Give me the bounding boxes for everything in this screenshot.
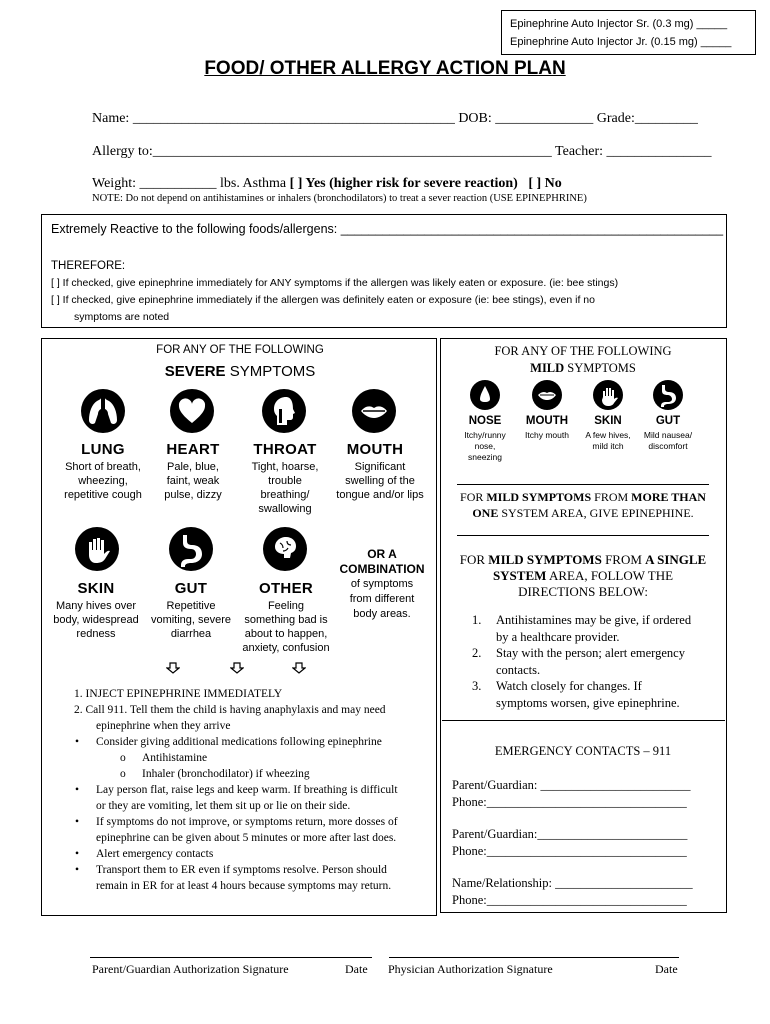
mild-single-system: FOR MILD SYMPTOMS FROM A SINGLE SYSTEM AREA, FOLLOW THE DIRECTIONS BELOW: [459,552,707,599]
symptoms-label: SYMPTOMS [225,363,316,380]
severe-other-name: OTHER [259,580,313,597]
therefore-label: THEREFORE: [51,260,126,272]
physician-signature-label: Physician Authorization Signature [388,962,553,976]
phone-3[interactable]: Phone:________________________________ [452,892,687,907]
nose-icon [470,380,500,410]
name-dob-grade-row[interactable]: Name: ______________________________________________ DOB: ______________ Grade:_________ [92,111,698,126]
mild-label: MILD [530,361,565,375]
severe-lung-name: LUNG [81,441,125,458]
physician-date-label: Date [655,962,678,976]
mild-gut-icon [653,380,683,410]
mild-directions-list: 1. Antihistamines may be give, if ordered by a healthcare provider. 2. Stay with the person; alert emergency contacts. 3. Watch closely for changes. If symptoms worsen, give epinephrine. [472,613,692,710]
mild-nose-desc: Itchy/runny nose, sneezing [464,430,506,462]
severe-lung-desc: Short of breath, wheezing, repetitive cough [64,461,142,501]
severe-heart-name: HEART [166,441,220,458]
mild-gut-desc: Mild nausea/ discomfort [643,430,693,451]
mild-header-1: FOR ANY OF THE FOLLOWING [494,344,672,358]
skin-hand-icon [75,527,119,571]
page-title: FOOD/ OTHER ALLERGY ACTION PLAN [204,58,566,79]
severe-label: SEVERE [164,363,226,380]
parent-date-label: Date [345,962,368,976]
severe-mouth-desc: Significant swelling of the tongue and/or lips [336,461,424,501]
severe-throat-desc: Tight, hoarse, trouble breathing/ swallowing [251,461,319,515]
mild-skin-desc: A few hives, mild itch [585,430,631,451]
emergency-title: EMERGENCY CONTACTS – 911 [494,744,672,758]
physician-signature-line[interactable] [389,957,679,958]
asthma-no-option[interactable]: [ ] No [528,176,562,191]
check-any-symptoms[interactable]: [ ] If checked, give epinephrine immediately for ANY symptoms if the allergen was likely eaten or exposure. (ie: bee stings) [51,277,619,289]
emergency-contacts[interactable] [452,777,693,908]
name-relationship[interactable]: Name/Relationship: ______________________ [452,876,693,890]
throat-icon [262,389,306,433]
severe-gut-desc: Repetitive vomiting, severe diarrhea [150,600,232,640]
severe-gut-name: GUT [174,580,208,597]
extreme-reactive-line[interactable]: Extremely Reactive to the following foods/allergens: _______________________________________________________ [51,222,724,236]
mild-mouth-icon [532,380,562,410]
injector-sr-line: Epinephrine Auto Injector Sr. (0.3 mg) _____ [510,18,728,30]
mild-gut-name: GUT [655,415,681,427]
severe-other-desc: Feeling something bad is about to happen, anxiety, confusion [242,600,330,654]
divider [442,720,725,721]
mild-mouth-name: MOUTH [525,415,569,427]
divider [457,535,709,536]
check-definitely-eaten[interactable]: [ ] If checked, give epinephrine immediately if the allergen was definitely eaten or exposure (ie: bee stings), even if no [51,294,595,306]
mild-mouth-desc: Itchy mouth [525,430,569,440]
weight-label: Weight: ___________ lbs. Asthma [92,176,290,191]
parent-guardian-2[interactable]: Parent/Guardian:________________________ [452,827,688,841]
mild-skin-icon [593,380,623,410]
gut-icon [169,527,213,571]
injector-jr-line: Epinephrine Auto Injector Jr. (0.15 mg) _____ [510,36,732,48]
severe-mouth-name: MOUTH [346,441,404,458]
parent-signature-line[interactable] [90,957,372,958]
check-definitely-eaten-cont: symptoms are noted [74,311,170,323]
severe-heart-desc: Pale, blue, faint, weak pulse, dizzy [164,461,222,501]
severe-header-1: FOR ANY OF THE FOLLOWING [156,344,324,356]
severe-skin-name: SKIN [77,580,115,597]
severe-header-2 [100,363,380,380]
down-arrow-icon [166,662,180,674]
mild-skin-name: SKIN [594,415,622,427]
epinephrine-note: NOTE: Do not depend on antihistamines or inhalers (bronchodilators) to treat a sever reaction (USE EPINEPHRINE) [92,193,587,204]
severe-throat-name: THROAT [253,441,317,458]
allergy-teacher-row[interactable]: Allergy to:_________________________________________________________ Teacher: _______________ [92,144,712,159]
mild-header-2 [442,361,724,376]
mild-nose-name: NOSE [468,415,502,427]
injector-box [501,10,756,55]
brain-icon [263,527,307,571]
severe-skin-desc: Many hives over body, widespread redness [53,600,139,640]
combination-text: OR A COMBINATION of symptoms from different body areas. [339,547,425,620]
phone-2[interactable]: Phone:________________________________ [452,843,687,858]
severe-steps: 1. INJECT EPINEPHRINE IMMEDIATELY 2. Call 911. Tell them the child is having anaphylaxis and may need epinephrine when they arrive • Consider giving additional medications following epinephrine o Antihistamine o Inhaler (bronchodilator) if wheezing • Lay person flat, raise legs and keep warm. If breathing is difficult or they are vomiting, let them sit up or lie on their side. • If symptoms do not improve, or symptoms return, more dosses of epinephrine can be given about 5 minutes or more after last does. • Alert emergency contacts • Transport them to ER even if symptoms resolve. Person should remain in ER for at least 4 hours because symptoms may return. [74,688,398,892]
reactive-box [41,214,727,328]
divider [457,484,709,485]
weight-asthma-row[interactable] [92,176,562,192]
parent-signature-label: Parent/Guardian Authorization Signature [92,962,289,976]
down-arrow-icon [230,662,244,674]
phone-1[interactable]: Phone:________________________________ [452,794,687,809]
mild-symptoms-label: SYMPTOMS [564,361,636,375]
mouth-icon [352,389,396,433]
heart-icon [170,389,214,433]
asthma-yes-option[interactable]: [ ] Yes (higher risk for severe reaction) [289,176,518,191]
down-arrow-icon [292,662,306,674]
parent-guardian-1[interactable]: Parent/Guardian: ________________________ [452,778,691,792]
lung-icon [81,389,125,433]
mild-more-than-one: FOR MILD SYMPTOMS FROM MORE THAN ONE SYSTEM AREA, GIVE EPINEPHINE. [460,490,706,520]
